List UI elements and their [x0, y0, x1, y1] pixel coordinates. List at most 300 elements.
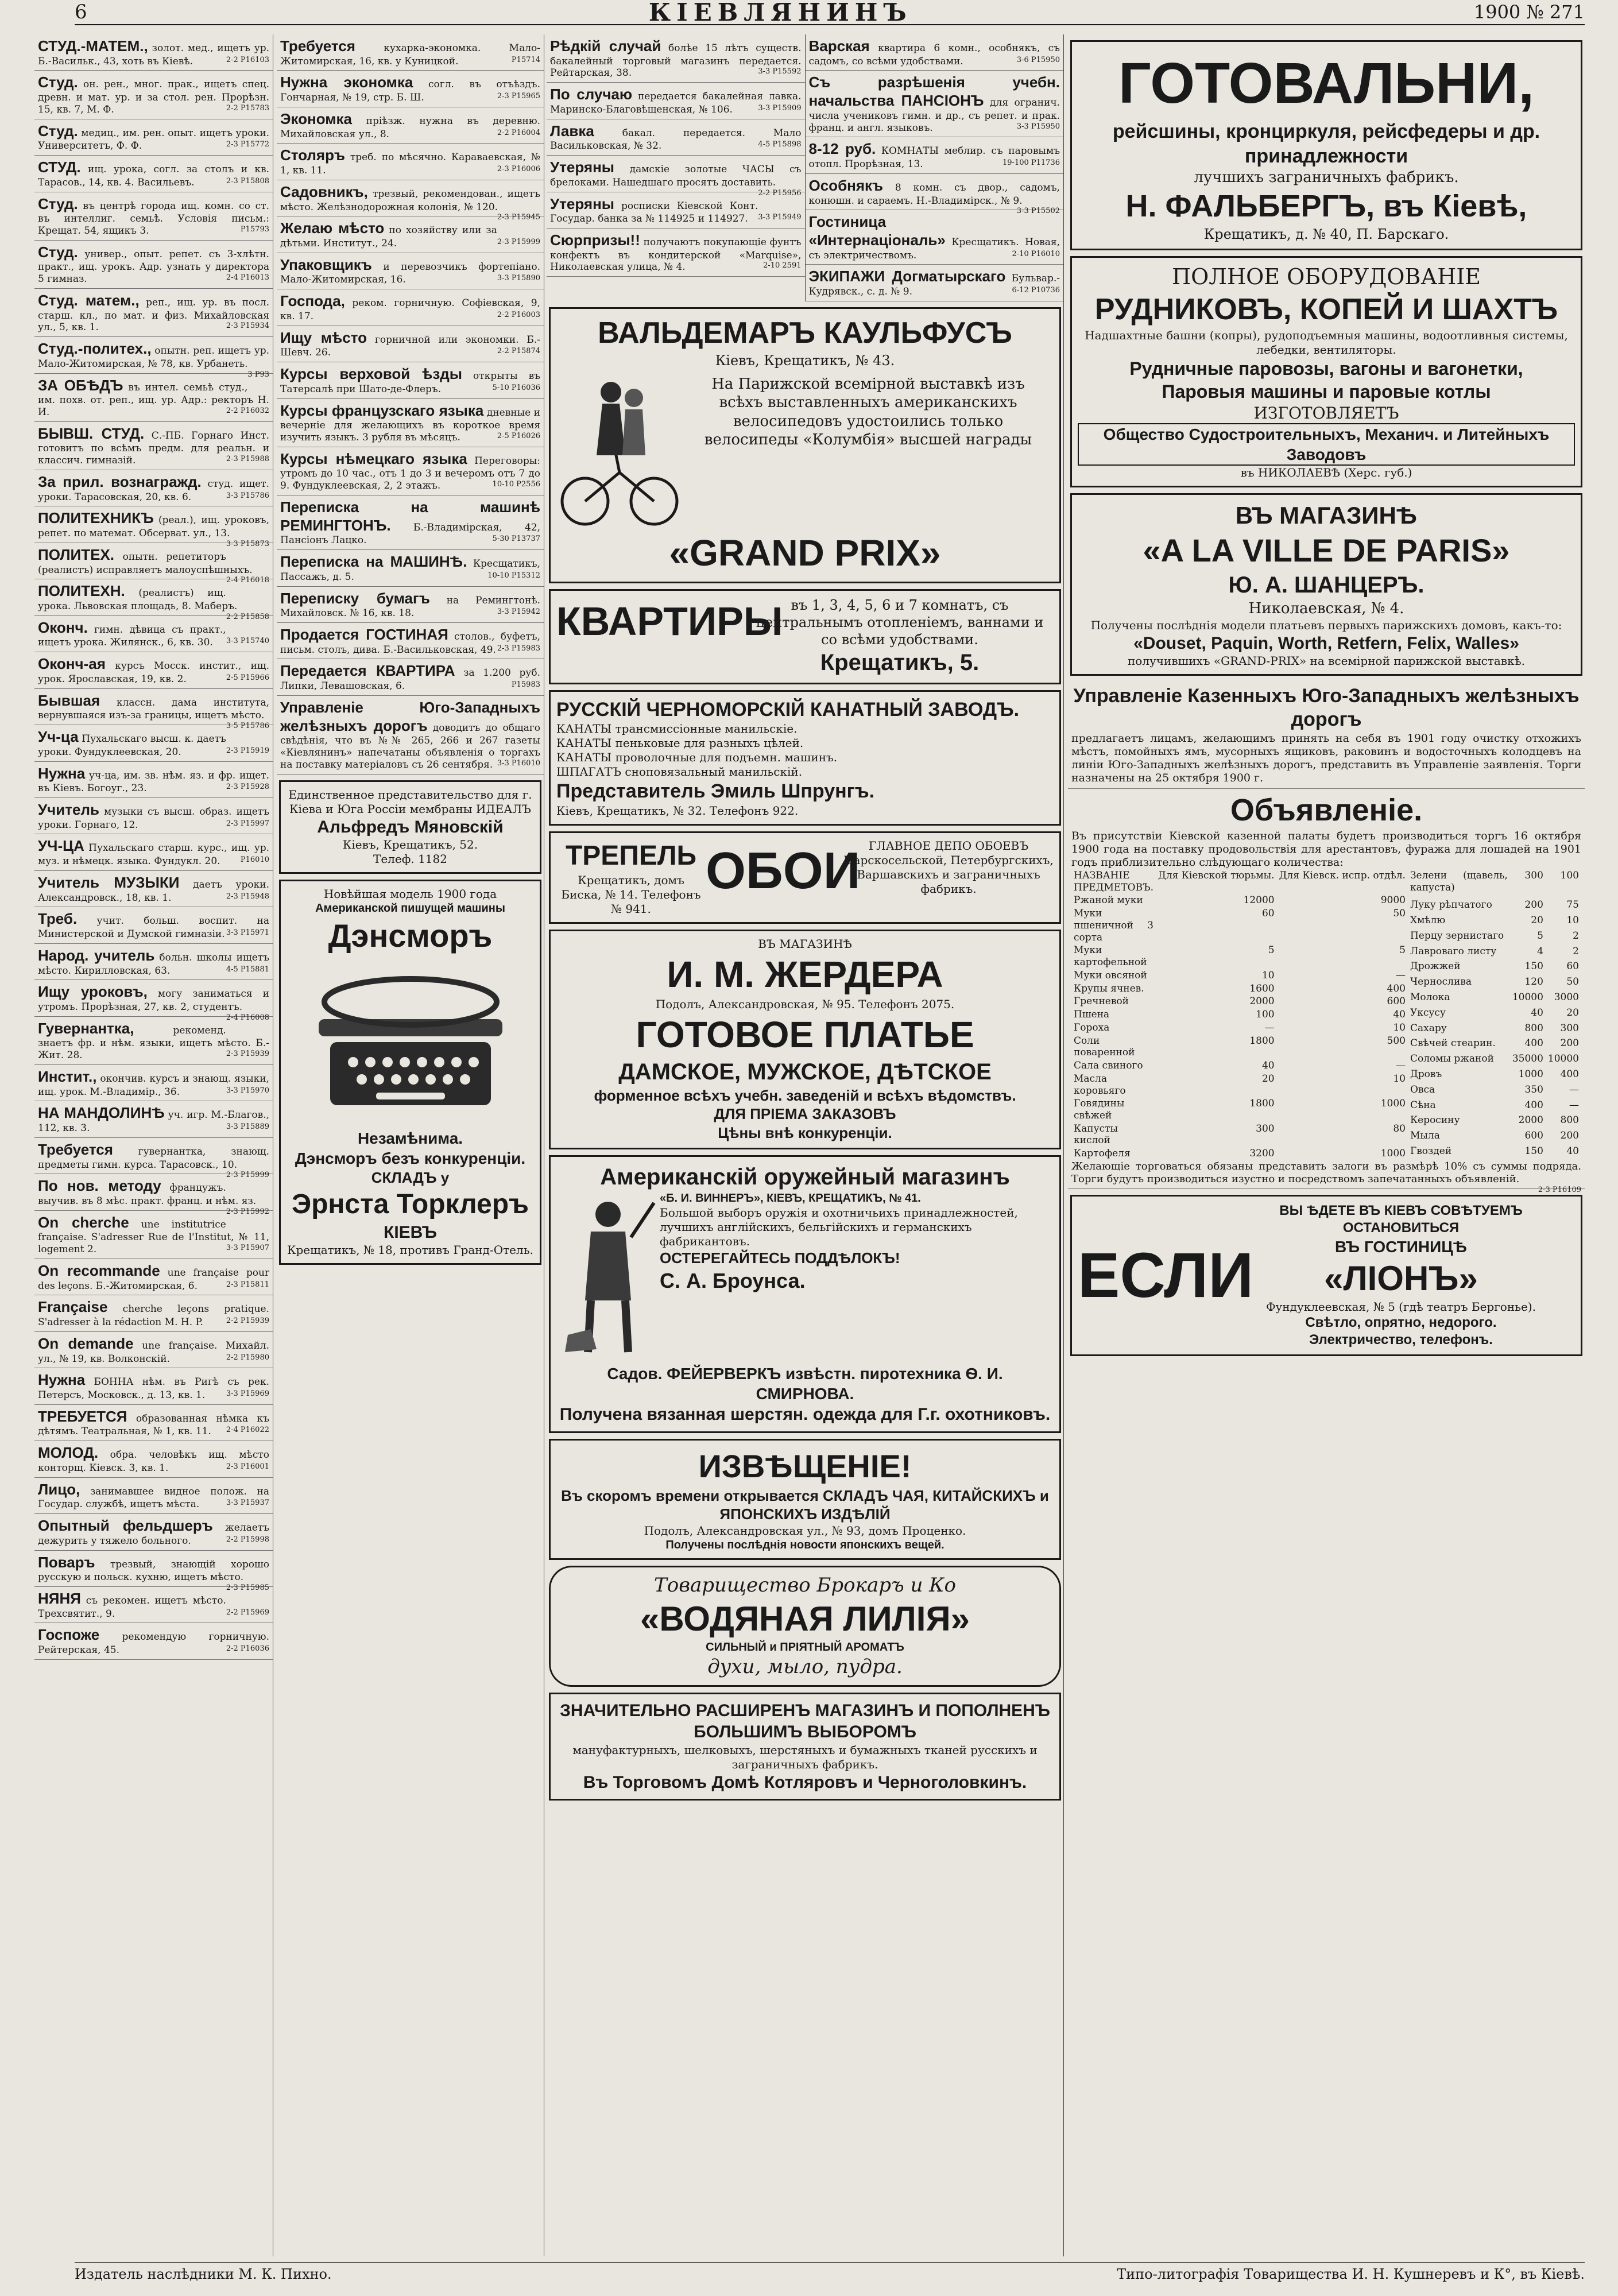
tender-qty: 10: [1566, 915, 1579, 927]
paris-addr: Николаевская, № 4.: [1248, 600, 1404, 617]
classified-ad-text: горничной или экономки. Б.-Шевч. 26.: [280, 334, 541, 359]
classified-ad-text: согл. въ отъѣздъ. Гончарная, № 19, стр. Б. Ш.: [280, 79, 540, 104]
classified-ad: [277, 495, 544, 550]
classified-ad-text: трезвый, рекомендован., ищетъ мѣсто. Желѣзнодорожная колонія, № 120.: [280, 188, 540, 213]
classified-ad-code: 3-3 Р15909: [758, 103, 802, 113]
classified-ad-code: 3-3 Р15937: [226, 1499, 269, 1508]
classified-ad-code: 2-3 Р15945: [497, 213, 540, 222]
classified-ad-text: Пухальскаго старш. курс., ищ. ур. муз. и нѣмецк. языка. Фундукл. 20.: [38, 842, 270, 868]
winner-wool: Получена вязанная шерстян. одежда для Г.г. охотниковъ.: [559, 1405, 1051, 1424]
tender-item: Соли поваренной: [1074, 1035, 1135, 1059]
classified-ad: [547, 229, 805, 277]
tender-qty: 75: [1566, 899, 1579, 911]
tender-qty: 40: [1531, 1006, 1543, 1019]
classified-ad-code: 3-3 Р15502: [1016, 207, 1060, 216]
tender-qty: 600: [1524, 1130, 1543, 1142]
classified-ad-head: Рѣдкій случай: [550, 37, 661, 55]
tender-qty: 2000: [1518, 1114, 1543, 1126]
classified-ad-text: болѣе 15 лѣтъ существ. бакалейный торговый магазинъ передается. Рейтарская, 38.: [550, 42, 802, 79]
brokar-ad: [549, 1566, 1061, 1687]
tender-qty: —: [1264, 1021, 1275, 1033]
classified-ad-head: 8-12 руб.: [808, 140, 876, 158]
classified-ad-code: 2-2 Р15939: [226, 1317, 269, 1326]
obyav-text: Въ присутствіи Кіевской казенной палаты будетъ производиться торгъ 16 октября 1900 года на поставку продовольствія для арестантовъ, фуража для лошадей на 1901 годъ приблизительно слѣдующаго количества:: [1071, 829, 1581, 869]
densmor-label: Американской пишущей машины: [315, 902, 505, 915]
kvartiry-addr: Крещатикъ, 5.: [820, 649, 980, 675]
tender-row: [1071, 995, 1408, 1008]
classified-ad-text: золот. мед., ищетъ ур. Б.-Васильк., 43, хоть въ Кіевѣ.: [38, 42, 270, 67]
tender-qty: 1600: [1249, 982, 1275, 994]
classified-ad-text: занимавшее видное полож. на Государ. службѣ, ищетъ мѣста.: [38, 1485, 269, 1511]
classified-ad-text: на Ремингтонѣ. Михайловск. № 16, кв. 18.: [280, 594, 540, 620]
classified-ad-code: 2-10 Р16010: [1012, 249, 1060, 258]
tender-qty: 80: [1393, 1122, 1406, 1135]
tender-qty: —: [1395, 1060, 1406, 1072]
classified-ad-head: Переписка на машинѣ РЕМИНГТОНЪ.: [280, 498, 540, 534]
classified-ad-head: Требуется: [280, 37, 355, 55]
tender-item: Мыла: [1410, 1130, 1440, 1142]
classified-ad-text: С.-ПБ. Горнаго Инст. готовитъ по всѣмъ предм. для реальн. и классич. гимназій.: [38, 429, 270, 467]
tender-qty: 500: [1387, 1035, 1406, 1047]
tender-qty: 2000: [1249, 996, 1275, 1008]
classified-ad-head: Треб.: [38, 910, 78, 928]
classified-ad-head: ПОЛИТЕХН.: [38, 582, 125, 600]
tender-item: Луку рѣпчатого: [1410, 899, 1492, 911]
classified-ad-head: Лицо,: [38, 1480, 80, 1498]
zherder-name: И. М. ЖЕРДЕРА: [667, 953, 943, 995]
tender-table-right: [1408, 869, 1581, 1160]
tender-qty: 100: [1256, 1009, 1275, 1021]
classified-ad: [806, 34, 1064, 71]
classified-ad-text: окончив. курсъ и знающ. языки, ищ. урок. М.-Владимір., 36.: [38, 1073, 269, 1098]
classified-ad-text: классн. дама института, вернувшаяся изъ-за границы, ищетъ мѣсто.: [38, 696, 269, 722]
paris-brands: «Douset, Paquin, Worth, Retfern, Felix, Walles»: [1133, 633, 1519, 653]
tender-row: [1408, 991, 1581, 1006]
oboi-mid: ОБОИ: [706, 842, 861, 900]
classified-ad-head: Оконч.: [38, 618, 88, 636]
tender-qty: 12000: [1243, 895, 1275, 907]
tender-row: [1071, 1097, 1408, 1122]
kaulfus-addr: Кіевъ, Крещатикъ, № 43.: [715, 352, 895, 369]
densmor-city: КІЕВЪ: [384, 1222, 437, 1242]
footer-publisher: Издатель наслѣдники М. К. Пихно.: [75, 2266, 332, 2282]
classified-ad-head: Студ. матем.,: [38, 291, 140, 309]
tender-col-a: Для Кіевской тюрьмы.: [1158, 870, 1275, 882]
tender-qty: 20: [1531, 915, 1543, 927]
tender-item: Зелени (щавель, капуста): [1410, 870, 1508, 893]
tender-qty: 50: [1393, 908, 1406, 920]
gotovalni-ad: [1070, 40, 1582, 250]
classified-ad-head: УЧ-ЦА: [38, 837, 84, 855]
classified-ad-code: 2-3 Р15919: [226, 746, 269, 755]
kotlyarov-head: ЗНАЧИТЕЛЬНО РАСШИРЕНЪ МАГАЗИНЪ И ПОПОЛНЕНЪ БОЛЬШИМЪ ВЫБОРОМЪ: [560, 1701, 1050, 1742]
classified-ad-text: квартира 6 комн., особнякъ, съ садомъ, со всѣми удобствами.: [808, 42, 1060, 67]
obyav-head: Объявленіе.: [1230, 792, 1423, 827]
classified-ad: [34, 1405, 273, 1441]
classified-ad-code: 2-2 Р15874: [497, 347, 540, 356]
classified-ad: [277, 399, 544, 447]
densmor-sub: Дэнсморъ безъ конкуренціи.: [295, 1149, 526, 1168]
classified-ad-code: 2-3 Р15983: [497, 644, 540, 653]
tender-qty: 5: [1537, 930, 1543, 942]
masthead: [75, 0, 1585, 25]
classified-ad-head: Упаковщикъ: [280, 255, 372, 273]
tender-item: Гвоздей: [1410, 1145, 1452, 1157]
classified-ad-head: По нов. методу: [38, 1177, 161, 1195]
classified-ad-head: Переписку бумагъ: [280, 589, 430, 607]
classified-ad-head: ЗА ОБѢДЪ: [38, 376, 123, 394]
ideal-name: Альфредъ Мяновскій: [317, 817, 504, 837]
classified-ad: [34, 1138, 273, 1180]
classified-ad-code: 2-3 Р15811: [226, 1280, 269, 1289]
classified-ad: [277, 144, 544, 180]
classified-ad-head: Курсы французскаго языка: [280, 401, 484, 419]
classified-ad-head: Утеряны: [550, 158, 614, 176]
classified-ad: [34, 834, 273, 870]
kotlyarov-house: Въ Торговомъ Домѣ Котляровъ и Черноголовкинъ.: [583, 1772, 1027, 1792]
classified-ad-text: больн. школы ищетъ мѣсто. Кирилловская, 63.: [38, 951, 270, 977]
classified-ad: [806, 265, 1064, 301]
tender-row: [1071, 1147, 1408, 1160]
classified-ad-code: 3 Р93: [247, 370, 269, 379]
classified-ad-text: рекомендую горничную. Рейтерская, 45.: [38, 1631, 269, 1656]
classified-ad-code: 2-3 Р16001: [226, 1462, 269, 1471]
classified-ad: [34, 980, 273, 1022]
tender-qty: 400: [1524, 1037, 1543, 1050]
classified-ad-text: уч-ца, им. зв. нѣм. яз. и фр. ищет. въ Кіевъ. Богоуг., 23.: [38, 769, 270, 795]
classified-ad-code: 2-3 Р15965: [497, 92, 540, 101]
lyon-name: «ЛІОНЪ»: [1324, 1259, 1478, 1298]
classified-ad: [34, 1295, 273, 1331]
classified-ad: [34, 1101, 273, 1137]
izv-addr: Подолъ, Александровская ул., № 93, домъ Проценко.: [644, 1523, 966, 1538]
classified-ad-code: 2-3 Р15988: [226, 455, 269, 464]
tender-qty: 3000: [1554, 992, 1579, 1004]
classified-ad: [34, 506, 273, 548]
tender-qty: 800: [1560, 1114, 1579, 1126]
tender-row: [1408, 914, 1581, 930]
obyav-note: Желающіе торговаться обязаны представить залоги въ размѣрѣ 10% съ суммы подряда. Торги будутъ производиться изустно и посредствомъ запечатанныхъ объявленій.: [1071, 1160, 1581, 1185]
classified-ad-text: универ., опыт. репет. съ 3-хлѣтн. практ., ищ. урокъ. Адр. узнать у директора 5 гимназ.: [38, 248, 269, 285]
classified-ad-code: 2-3 Р15999: [497, 237, 540, 246]
izv-note: Получены послѣднія новости японскихъ вещей.: [665, 1538, 945, 1551]
classified-ad: [277, 107, 544, 144]
tender-qty: 2: [1573, 930, 1579, 942]
classified-ad-head: Оконч-ая: [38, 655, 106, 673]
classified-ad-text: росписки Кіевской Конт. Государ. банка за № 114925 и 114927.: [550, 200, 758, 225]
column-4: [1068, 34, 1585, 2256]
classified-ad-code: 19-100 Р11736: [1002, 158, 1060, 168]
tender-item: Ржаной муки: [1074, 895, 1143, 907]
tender-row: [1071, 944, 1408, 969]
classified-ad-head: Студ.: [38, 73, 78, 91]
kanat-item: КАНАТЫ пеньковые для разныхъ цѣлей.: [556, 736, 804, 750]
classified-list-3b: [806, 34, 1064, 301]
classified-ad-text: дамскіе золотые ЧАСЫ съ брелоками. Нашедшаго просятъ доставить.: [550, 164, 802, 188]
gotov-addr: Крещатикъ, д. № 40, П. Барскаго.: [1203, 226, 1449, 242]
classified-ad-head: Поваръ: [38, 1553, 95, 1571]
classified-ad: [34, 470, 273, 506]
tender-qty: 400: [1524, 1099, 1543, 1111]
classified-ad-text: курсъ Мосск. инстит., ищ. урок. Ярославская, 19, кв. 2.: [38, 660, 269, 685]
kanat-item: ШПАГАТЪ сноповязальный манильскій.: [556, 765, 803, 779]
classified-ad: [277, 659, 544, 695]
classified-ad: [34, 907, 273, 943]
tender-row: [1408, 1006, 1581, 1022]
classified-ad-code: 2-3 Р15928: [226, 783, 269, 792]
kaulfus-prize: «GRAND PRIX»: [669, 532, 941, 574]
classified-ad-text: музыки съ высш. образ. ищетъ уроки. Горнаго, 12.: [38, 806, 269, 831]
classified-ad: [34, 192, 273, 241]
classified-ad-text: опытн. реп. ищетъ ур. Мало-Житомирская, № 78, кв. Урбанеть.: [38, 345, 269, 370]
tender-qty: 150: [1524, 961, 1543, 973]
classified-ad: [547, 156, 805, 198]
page-footer: [75, 2262, 1585, 2286]
tender-row: [1071, 1122, 1408, 1147]
classified-ad-head: Инстит.,: [38, 1067, 97, 1085]
classified-ad-text: медиц., им. рен. опыт. ищетъ уроки. Университетъ, Ф. Ф.: [38, 127, 270, 152]
kazennye-dorogi-ad: [1068, 682, 1585, 789]
classified-ad-code: 3-3 Р15970: [226, 1086, 269, 1095]
classified-ad-head: ПОЛИТЕХНИКЪ: [38, 509, 154, 527]
tender-qty: 10: [1261, 969, 1275, 981]
classified-ad-code: 4-5 Р15881: [226, 965, 269, 974]
classified-ad-text: une institutrice française. S'adresser Rue de l'Institut, № 11, logement 2.: [38, 1218, 269, 1256]
tender-item: Перцу зернистаго: [1410, 930, 1504, 942]
classified-ad-head: Учитель: [38, 801, 99, 819]
tender-qty: 10000: [1512, 992, 1543, 1004]
classified-ad: [277, 180, 544, 222]
classified-ad-text: даетъ уроки. Александровск., 18, кв. 1.: [38, 878, 269, 904]
classified-ad: [277, 34, 544, 71]
classified-ad-code: 2-2 Р15858: [226, 612, 269, 621]
tender-qty: 400: [1560, 1068, 1579, 1081]
tender-row: [1071, 1021, 1408, 1035]
classified-ad-head: Переписка на МАШИНѢ.: [280, 553, 467, 571]
tender-row: [1071, 1059, 1408, 1073]
tender-qty: 600: [1387, 996, 1406, 1008]
tender-item: Чернослива: [1410, 976, 1472, 988]
tender-qty: 2: [1573, 945, 1579, 957]
tender-table-left: [1071, 869, 1408, 1160]
tender-qty: 10000: [1547, 1053, 1579, 1065]
classified-ad-code: 3-3 Р15873: [226, 539, 269, 548]
classified-ad-head: On cherche: [38, 1213, 129, 1231]
tender-qty: 20: [1566, 1006, 1579, 1019]
classified-ad: [34, 798, 273, 834]
brokar-tail: духи, мыло, пудра.: [707, 1655, 903, 1679]
kanat-ad: [549, 690, 1061, 826]
classified-ad-head: Госпоже: [38, 1626, 100, 1644]
classified-ad-text: Кресщатикъ. Новая, съ электричествомъ.: [808, 236, 1060, 261]
classified-ad-code: 2-4 Р16013: [226, 273, 269, 282]
oboi-ad: [549, 831, 1061, 924]
classified-ad-code: 2-2 Р16036: [226, 1644, 269, 1654]
lyon-l3: Свѣтло, опрятно, недорого.: [1305, 1314, 1497, 1330]
tender-qty: 1800: [1249, 1098, 1275, 1110]
densmor-store: СКЛАДЪ у: [371, 1169, 450, 1187]
classified-ad-code: 2-2 Р15969: [226, 1608, 269, 1617]
classified-ad-head: Варская: [808, 37, 870, 55]
classified-ad-code: 2-4 Р16018: [226, 576, 269, 585]
classified-ad-text: рекоменд. знаетъ фр. и нѣм. языки, ищетъ мѣсто. Б.-Жит. 28.: [38, 1024, 269, 1062]
classified-ad-text: открыты въ Татерсалѣ при Шато-де-Флеръ.: [280, 370, 541, 395]
classified-ad-text: могу заниматься и утромъ. Прорѣзная, 27, кв. 2, студентъ.: [38, 988, 270, 1013]
classified-ad-code: 3-6 Р15950: [1016, 55, 1060, 64]
classified-ad: [277, 447, 544, 495]
classified-ad-head: По случаю: [550, 86, 633, 103]
tender-qty: 35000: [1512, 1053, 1543, 1065]
tender-item: Хмѣлю: [1410, 915, 1446, 927]
tender-row: [1408, 975, 1581, 991]
classified-ad-head: МОЛОД.: [38, 1444, 99, 1462]
tender-qty: 10: [1393, 1073, 1406, 1085]
densmor-caption: Незамѣнима.: [357, 1129, 463, 1148]
kotlyarov-ad: [549, 1693, 1061, 1801]
tender-row: [1408, 1114, 1581, 1129]
classified-ad-code: 2-3 Р15808: [226, 176, 269, 185]
classified-ad: [34, 34, 273, 71]
tender-qty: 100: [1560, 870, 1579, 882]
tender-item: Картофеля: [1074, 1148, 1131, 1160]
classified-ad-code: 10-10 Р2556: [492, 480, 540, 489]
obyavlenie-tender: [1068, 789, 1585, 1194]
issue-number: 1900 № 271: [1473, 1, 1585, 23]
winner-brouns: С. А. Броунса.: [660, 1268, 806, 1292]
tender-qty: —: [1569, 1099, 1579, 1111]
tender-qty: 800: [1524, 1022, 1543, 1034]
classified-ad-code: 2-3 Р15934: [226, 322, 269, 331]
tender-qty: 60: [1566, 961, 1579, 973]
classified-column-1: [34, 34, 273, 2256]
classified-ad: [547, 34, 805, 83]
tender-row: [1408, 1083, 1581, 1099]
tender-qty: 40: [1261, 1060, 1275, 1072]
classified-ad-code: Р15983: [511, 680, 540, 690]
classified-ad-text: он. рен., мног. прак., ищетъ спец. древн. и мат. ур. и за стол. рен. Прорѣзн. 15, кв. 7, М. Ф.: [38, 79, 270, 115]
classified-ad: [34, 1623, 273, 1659]
classified-ad-text: Б.-Владимірская, 42, Пансіонъ Лацко.: [280, 521, 540, 547]
tender-item: Сѣна: [1410, 1099, 1436, 1111]
kaulfus-ad: [549, 307, 1061, 583]
classified-ad-text: передается бакалейная лавка. Маринско-Благовѣщенская, № 106.: [550, 91, 802, 115]
classified-ad-text: учит. больш. воспит. на Министерской и Думской гимназіи.: [38, 915, 269, 940]
tender-row: [1071, 982, 1408, 996]
classified-ad-head: Сюрпризы!!: [550, 231, 640, 249]
classified-ad-text: уч. игр. М.-Благов., 112, кв. 3.: [38, 1109, 270, 1135]
classified-column-2: [277, 34, 544, 2256]
classified-ad: [34, 1065, 273, 1101]
kvartiry-head: КВАРТИРЫ: [556, 598, 783, 644]
ideal-phone: Телеф. 1182: [373, 852, 447, 866]
winner-name: «Б. И. ВИННЕРЪ», КІЕВЪ, КРЕЩАТИКЪ, № 41.: [660, 1192, 921, 1205]
classified-ad-code: Р15714: [511, 55, 540, 64]
classified-ad-code: Р15793: [240, 225, 269, 234]
classified-ad-code: 2-3 Р15772: [226, 140, 269, 149]
tender-qty: 200: [1524, 899, 1543, 911]
classified-list-3a: [547, 34, 806, 301]
classified-ad-head: ТРЕБУЕТСЯ: [38, 1407, 127, 1425]
winner-fire: Садов. ФЕЙЕРВЕРКЪ извѣстн. пиротехника Ѳ. И. СМИРНОВА.: [607, 1365, 1003, 1403]
classified-ad-text: дневные и вечерніе для желающихъ въ короткое время изучить языкъ. 3 рубля въ мѣсяцъ.: [280, 406, 540, 443]
rudn-big: РУДНИКОВЪ, КОПЕЙ И ШАХТЪ: [1094, 292, 1558, 326]
classified-ad-head: Курсы верховой ѣзды: [280, 365, 462, 383]
classified-ad-head: Съ разрѣшенія учебн. начальства ПАНСІОНЪ: [808, 73, 1060, 110]
ville-de-paris-ad: [1070, 493, 1582, 676]
tender-item: Керосину: [1410, 1114, 1460, 1126]
izv-text: Въ скоромъ времени открывается СКЛАДЪ ЧАЯ, КИТАЙСКИХЪ и ЯПОНСКИХЪ ИЗДѢЛІЙ: [561, 1486, 1049, 1523]
classified-ad-head: Студ.: [38, 243, 78, 261]
tender-qty: —: [1569, 1083, 1579, 1095]
classified-ad-head: ЭКИПАЖИ Догматырскаго: [808, 268, 1006, 285]
tender-item: Масла коровьяго: [1074, 1073, 1126, 1097]
tender-row: [1071, 894, 1408, 907]
classified-ad-code: 3-3 Р16010: [497, 758, 540, 768]
classified-ad: [34, 689, 273, 731]
ideal-addr: Кіевъ, Крещатикъ, 52.: [342, 838, 478, 852]
classified-ad-text: Переговоры: утромъ до 10 час., отъ 1 до 3 и вечеромъ отъ 7 до 9. Фундуклеевская, 2, 2 этажъ.: [280, 455, 540, 492]
tender-row: [1071, 1035, 1408, 1059]
tender-row: [1071, 1073, 1408, 1097]
classified-ad-text: треб. по мѣсячно. Караваевская, № 1, кв. 11.: [280, 152, 540, 177]
kanat-item: КАНАТЫ трансмиссіонные манильскіе.: [556, 722, 798, 736]
classified-ad-text: реп., ищ. ур. въ посл. старш. кл., по мат. и физ. Михайловская ул., 5, кв. 1.: [38, 296, 269, 334]
classified-ad-code: Р16010: [240, 855, 269, 865]
winner-head: Американскій оружейный магазинъ: [600, 1164, 1010, 1190]
classified-ad-text: реком. горничную. Софіевская, 9, кв. 17.: [280, 297, 540, 322]
densmor-addr: Крещатикъ, № 18, противъ Гранд-Отель.: [287, 1243, 533, 1257]
classified-ad-code: 2-4 Р16022: [226, 1426, 269, 1435]
footer-printer: Типо-литографія Товарищества И. Н. Кушнеревъ и К°, въ Кіевѣ.: [1117, 2266, 1585, 2282]
tender-item: Муки овсяной: [1074, 969, 1147, 981]
classified-ad-head: Продается ГОСТИНАЯ: [280, 625, 448, 643]
classified-ad-code: 2-3 Р15948: [226, 892, 269, 901]
classified-ad-code: 2-2 Р16004: [497, 128, 540, 137]
tender-qty: 40: [1393, 1009, 1406, 1021]
oboi-left: ТРЕПЕЛЬ: [565, 840, 697, 871]
densmor-name: Дэнсморъ: [328, 917, 493, 954]
classified-ad: [277, 289, 544, 326]
classified-ad: [34, 1478, 273, 1514]
classified-ad-text: Пухальскаго высш. к. даетъ уроки. Фундуклеевская, 20.: [38, 733, 226, 758]
classified-ad-text: студ. ищет. уроки. Тарасовская, 20, кв. 6.: [38, 478, 270, 503]
classified-ad: [806, 137, 1064, 173]
classified-ad: [34, 944, 273, 980]
rudn-l1: Рудничные паровозы, вагоны и вагонетки,: [1129, 358, 1523, 379]
classified-ad-head: Нужна: [38, 1371, 86, 1389]
zherder-addr: Подолъ, Александровская, № 95. Телефонъ 2075.: [655, 997, 955, 1011]
classified-ad-head: ПОЛИТЕХ.: [38, 545, 114, 563]
classified-ad-code: 2-3 Р15985: [226, 1583, 269, 1592]
lyon-l1: ВЫ ѢДЕТЕ ВЪ КІЕВЪ СОВѢТУЕМЪ ОСТАНОВИТЬСЯ: [1279, 1202, 1523, 1236]
classified-ad-head: НЯНЯ: [38, 1590, 81, 1607]
lyon-big: ЕСЛИ: [1078, 1240, 1254, 1311]
classified-ad-text: получаютъ покупающіе фунтъ конфектъ въ кондитерской «Marquise», Николаевская улица, № 4.: [550, 237, 802, 273]
classified-ad: [547, 83, 805, 119]
tender-row: [1408, 1068, 1581, 1083]
classified-ad: [547, 119, 805, 156]
tender-row: [1408, 945, 1581, 961]
classified-ad: [34, 71, 273, 119]
winner-ad: [549, 1155, 1061, 1433]
classified-ad-code: 2-2 Р16032: [226, 406, 269, 416]
classified-ad-head: On demande: [38, 1334, 134, 1352]
lyon-l2: ВЪ ГОСТИНИЦѢ: [1334, 1237, 1468, 1256]
classified-ad-text: 8 комн. съ двор., садомъ, конюшн. и сараемъ. Н.-Владимірск., № 9.: [808, 181, 1060, 207]
classified-ad: [34, 374, 273, 422]
classified-ad-head: СТУД.: [38, 158, 81, 176]
kaulfus-text: На Парижской всемірной выставкѣ изъ всѣхъ выставленныхъ американскихъ велосипедовъ удостоились только велосипеды «Колумбія» высшей награды: [704, 375, 1032, 449]
